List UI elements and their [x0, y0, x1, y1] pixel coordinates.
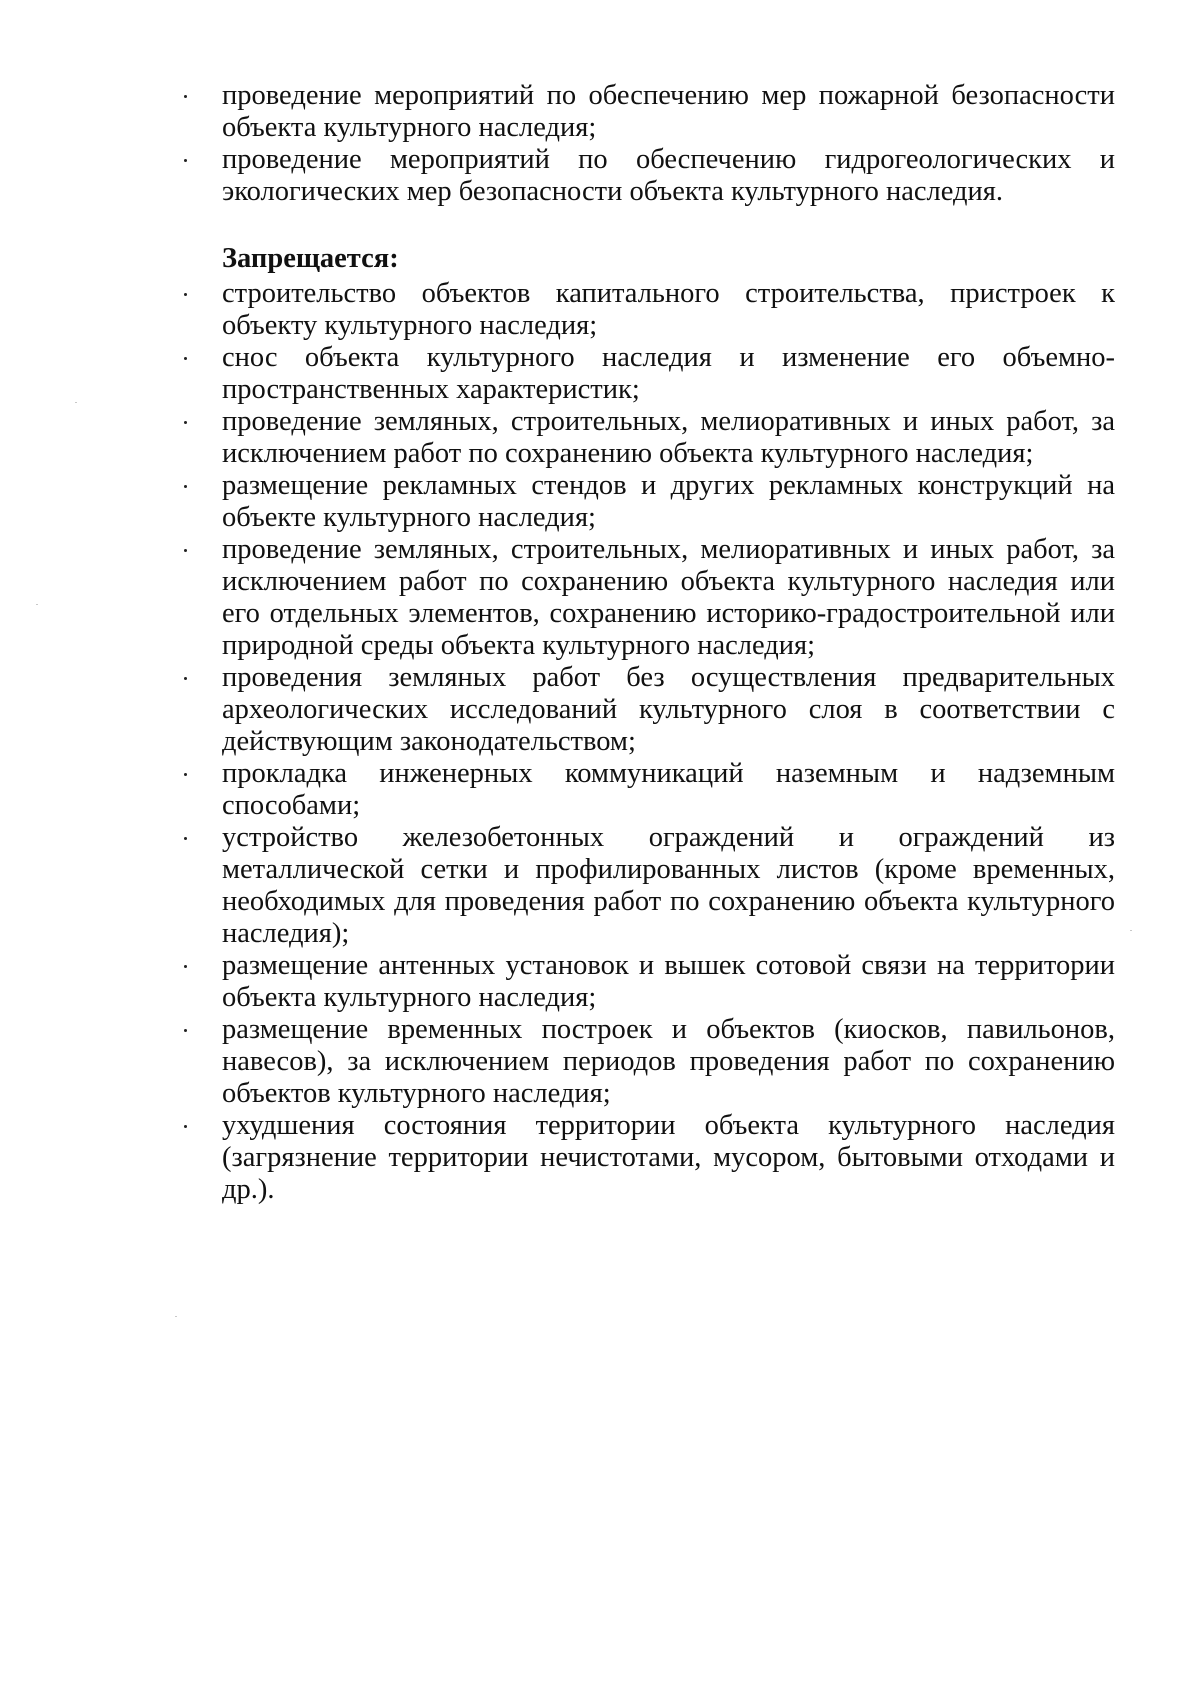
- bullet-icon: [184, 837, 187, 840]
- bullet-icon: [184, 773, 187, 776]
- scan-speck: [1130, 930, 1132, 931]
- list-item-text: проведения земляных работ без осуществления предварительных археологических исследований культурного слоя в соответствии с действующим законодательством;: [222, 662, 1115, 757]
- list-item: [222, 662, 1115, 758]
- list-item: [222, 758, 1115, 822]
- list-item: [222, 950, 1115, 1014]
- list-item-text: устройство железобетонных ограждений и ограждений из металлической сетки и профилированных листов (кроме временных, необходимых для проведения работ по сохранению объекта культурного наследия);: [222, 822, 1115, 949]
- list-item: [222, 342, 1115, 406]
- bullet-icon: [184, 421, 187, 424]
- list-item-text: ухудшения состояния территории объекта культурного наследия (загрязнение территории нечистотами, мусором, бытовыми отходами и др.).: [222, 1110, 1115, 1205]
- list-item: [222, 470, 1115, 534]
- list-item-text: проведение земляных, строительных, мелиоративных и иных работ, за исключением работ по сохранению объекта культурного наследия или его отдельных элементов, сохранению историко-градостроительной или природной среды объекта культурного наследия;: [222, 534, 1115, 661]
- bullet-icon: [184, 549, 187, 552]
- bullet-icon: [184, 677, 187, 680]
- list-item: [222, 534, 1115, 662]
- list-item-text: проведение земляных, строительных, мелиоративных и иных работ, за исключением работ по сохранению объекта культурного наследия;: [222, 406, 1115, 469]
- list-item-text: размещение антенных установок и вышек сотовой связи на территории объекта культурного наследия;: [222, 950, 1115, 1013]
- list-item-text: строительство объектов капитального строительства, пристроек к объекту культурного наследия;: [222, 278, 1115, 341]
- bullet-icon: [184, 1029, 187, 1032]
- bullet-icon: [184, 357, 187, 360]
- bullet-icon: [184, 293, 187, 296]
- list-item-text: размещение рекламных стендов и других рекламных конструкций на объекте культурного наследия;: [222, 470, 1115, 533]
- scan-speck: [36, 604, 38, 605]
- intro-list: [222, 80, 1115, 208]
- list-item: [222, 1014, 1115, 1110]
- list-item: [222, 822, 1115, 950]
- bullet-icon: [184, 965, 187, 968]
- scan-speck: [75, 402, 77, 403]
- bullet-icon: [184, 485, 187, 488]
- list-item: [222, 80, 1115, 144]
- list-item-text: снос объекта культурного наследия и изменение его объемно-пространственных характеристик;: [222, 342, 1115, 405]
- list-item: [222, 144, 1115, 208]
- section-heading: Запрещается:: [222, 243, 399, 274]
- list-item-text: проведение мероприятий по обеспечению мер пожарной безопасности объекта культурного наследия;: [222, 80, 1115, 143]
- scan-speck: [175, 1316, 177, 1317]
- prohibited-list: [222, 278, 1115, 1206]
- list-item: [222, 278, 1115, 342]
- bullet-icon: [184, 95, 187, 98]
- list-item-text: проведение мероприятий по обеспечению гидрогеологических и экологических мер безопасности объекта культурного наследия.: [222, 144, 1115, 207]
- list-item: [222, 406, 1115, 470]
- list-item-text: прокладка инженерных коммуникаций наземным и надземным способами;: [222, 758, 1115, 821]
- list-item-text: размещение временных построек и объектов (киосков, павильонов, навесов), за исключением периодов проведения работ по сохранению объектов культурного наследия;: [222, 1014, 1115, 1109]
- document-body: [222, 80, 1115, 1206]
- bullet-icon: [184, 159, 187, 162]
- bullet-icon: [184, 1125, 187, 1128]
- list-item: [222, 1110, 1115, 1206]
